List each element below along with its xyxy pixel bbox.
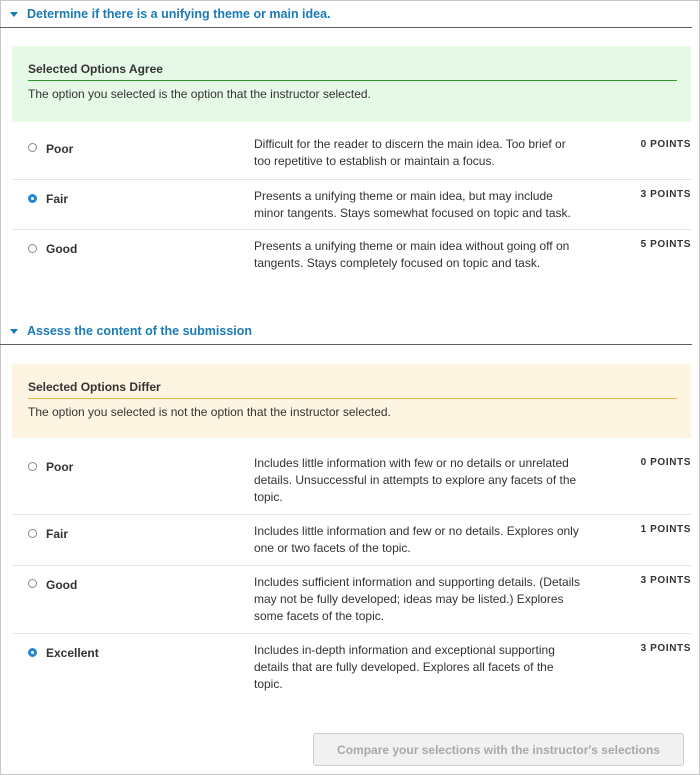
option-points: 3 POINTS [640,189,691,200]
option-points: 3 POINTS [640,643,691,654]
criterion-title: Assess the content of the submission [27,323,253,338]
criterion-header-theme[interactable] [0,0,692,28]
option-points: 0 POINTS [640,139,691,150]
option-row [12,230,691,280]
option-description: Presents a unifying theme or main idea without going off on tangents. Stays completely focused on topic and task. [254,239,570,270]
caret-down-icon [10,12,18,17]
option-description: Includes in-depth information and exceptional supporting details that are fully developed. Explores all facets of the topic. [254,643,555,691]
option-radio[interactable] [28,244,37,253]
option-points: 5 POINTS [640,239,691,250]
caret-down-icon [10,329,18,334]
option-row [12,180,691,230]
option-description: Presents a unifying theme or main idea, but may include minor tangents. Stays somewhat focused on topic and task. [254,189,571,220]
option-radio[interactable] [28,529,37,538]
option-description: Includes sufficient information and supporting details. (Details may not be fully developed; ideas may be listed.) Explores some facets of the topic. [254,575,580,623]
feedback-agree [12,46,691,122]
feedback-title: Selected Options Differ [28,380,161,394]
option-points: 3 POINTS [640,575,691,586]
criterion-title: Determine if there is a unifying theme or main idea. [27,6,331,21]
option-label[interactable]: Fair [46,192,69,206]
option-label[interactable]: Good [46,578,78,592]
option-radio[interactable] [28,462,37,471]
option-points: 1 POINTS [640,524,691,535]
option-row [12,566,691,634]
option-description: Difficult for the reader to discern the main idea. Too brief or too repetitive to establish or maintain a focus. [254,137,566,168]
feedback-divider [28,398,677,399]
feedback-differ [12,364,691,438]
option-description: Includes little information with few or no details or unrelated details. Unsuccessful in attempts to explore any facets of the topic. [254,456,577,504]
option-radio-selected[interactable] [28,648,37,657]
compare-selections-button[interactable]: Compare your selections with the instructor's selections [313,733,684,766]
option-label[interactable]: Poor [46,460,74,474]
option-row [12,130,691,180]
option-label[interactable]: Fair [46,527,69,541]
feedback-message: The option you selected is the option that the instructor selected. [28,87,371,101]
option-row [12,447,691,515]
option-label[interactable]: Excellent [46,646,99,660]
option-radio-selected[interactable] [28,194,37,203]
option-row [12,515,691,566]
option-radio[interactable] [28,579,37,588]
option-row [12,634,691,702]
option-radio[interactable] [28,143,37,152]
feedback-title: Selected Options Agree [28,62,163,76]
option-label[interactable]: Poor [46,142,74,156]
criterion-header-content[interactable] [0,317,692,345]
option-label[interactable]: Good [46,242,78,256]
feedback-message: The option you selected is not the option that the instructor selected. [28,405,391,419]
feedback-divider [28,80,677,81]
option-description: Includes little information and few or no details. Explores only one or two facets of the topic. [254,524,579,555]
option-points: 0 POINTS [640,457,691,468]
